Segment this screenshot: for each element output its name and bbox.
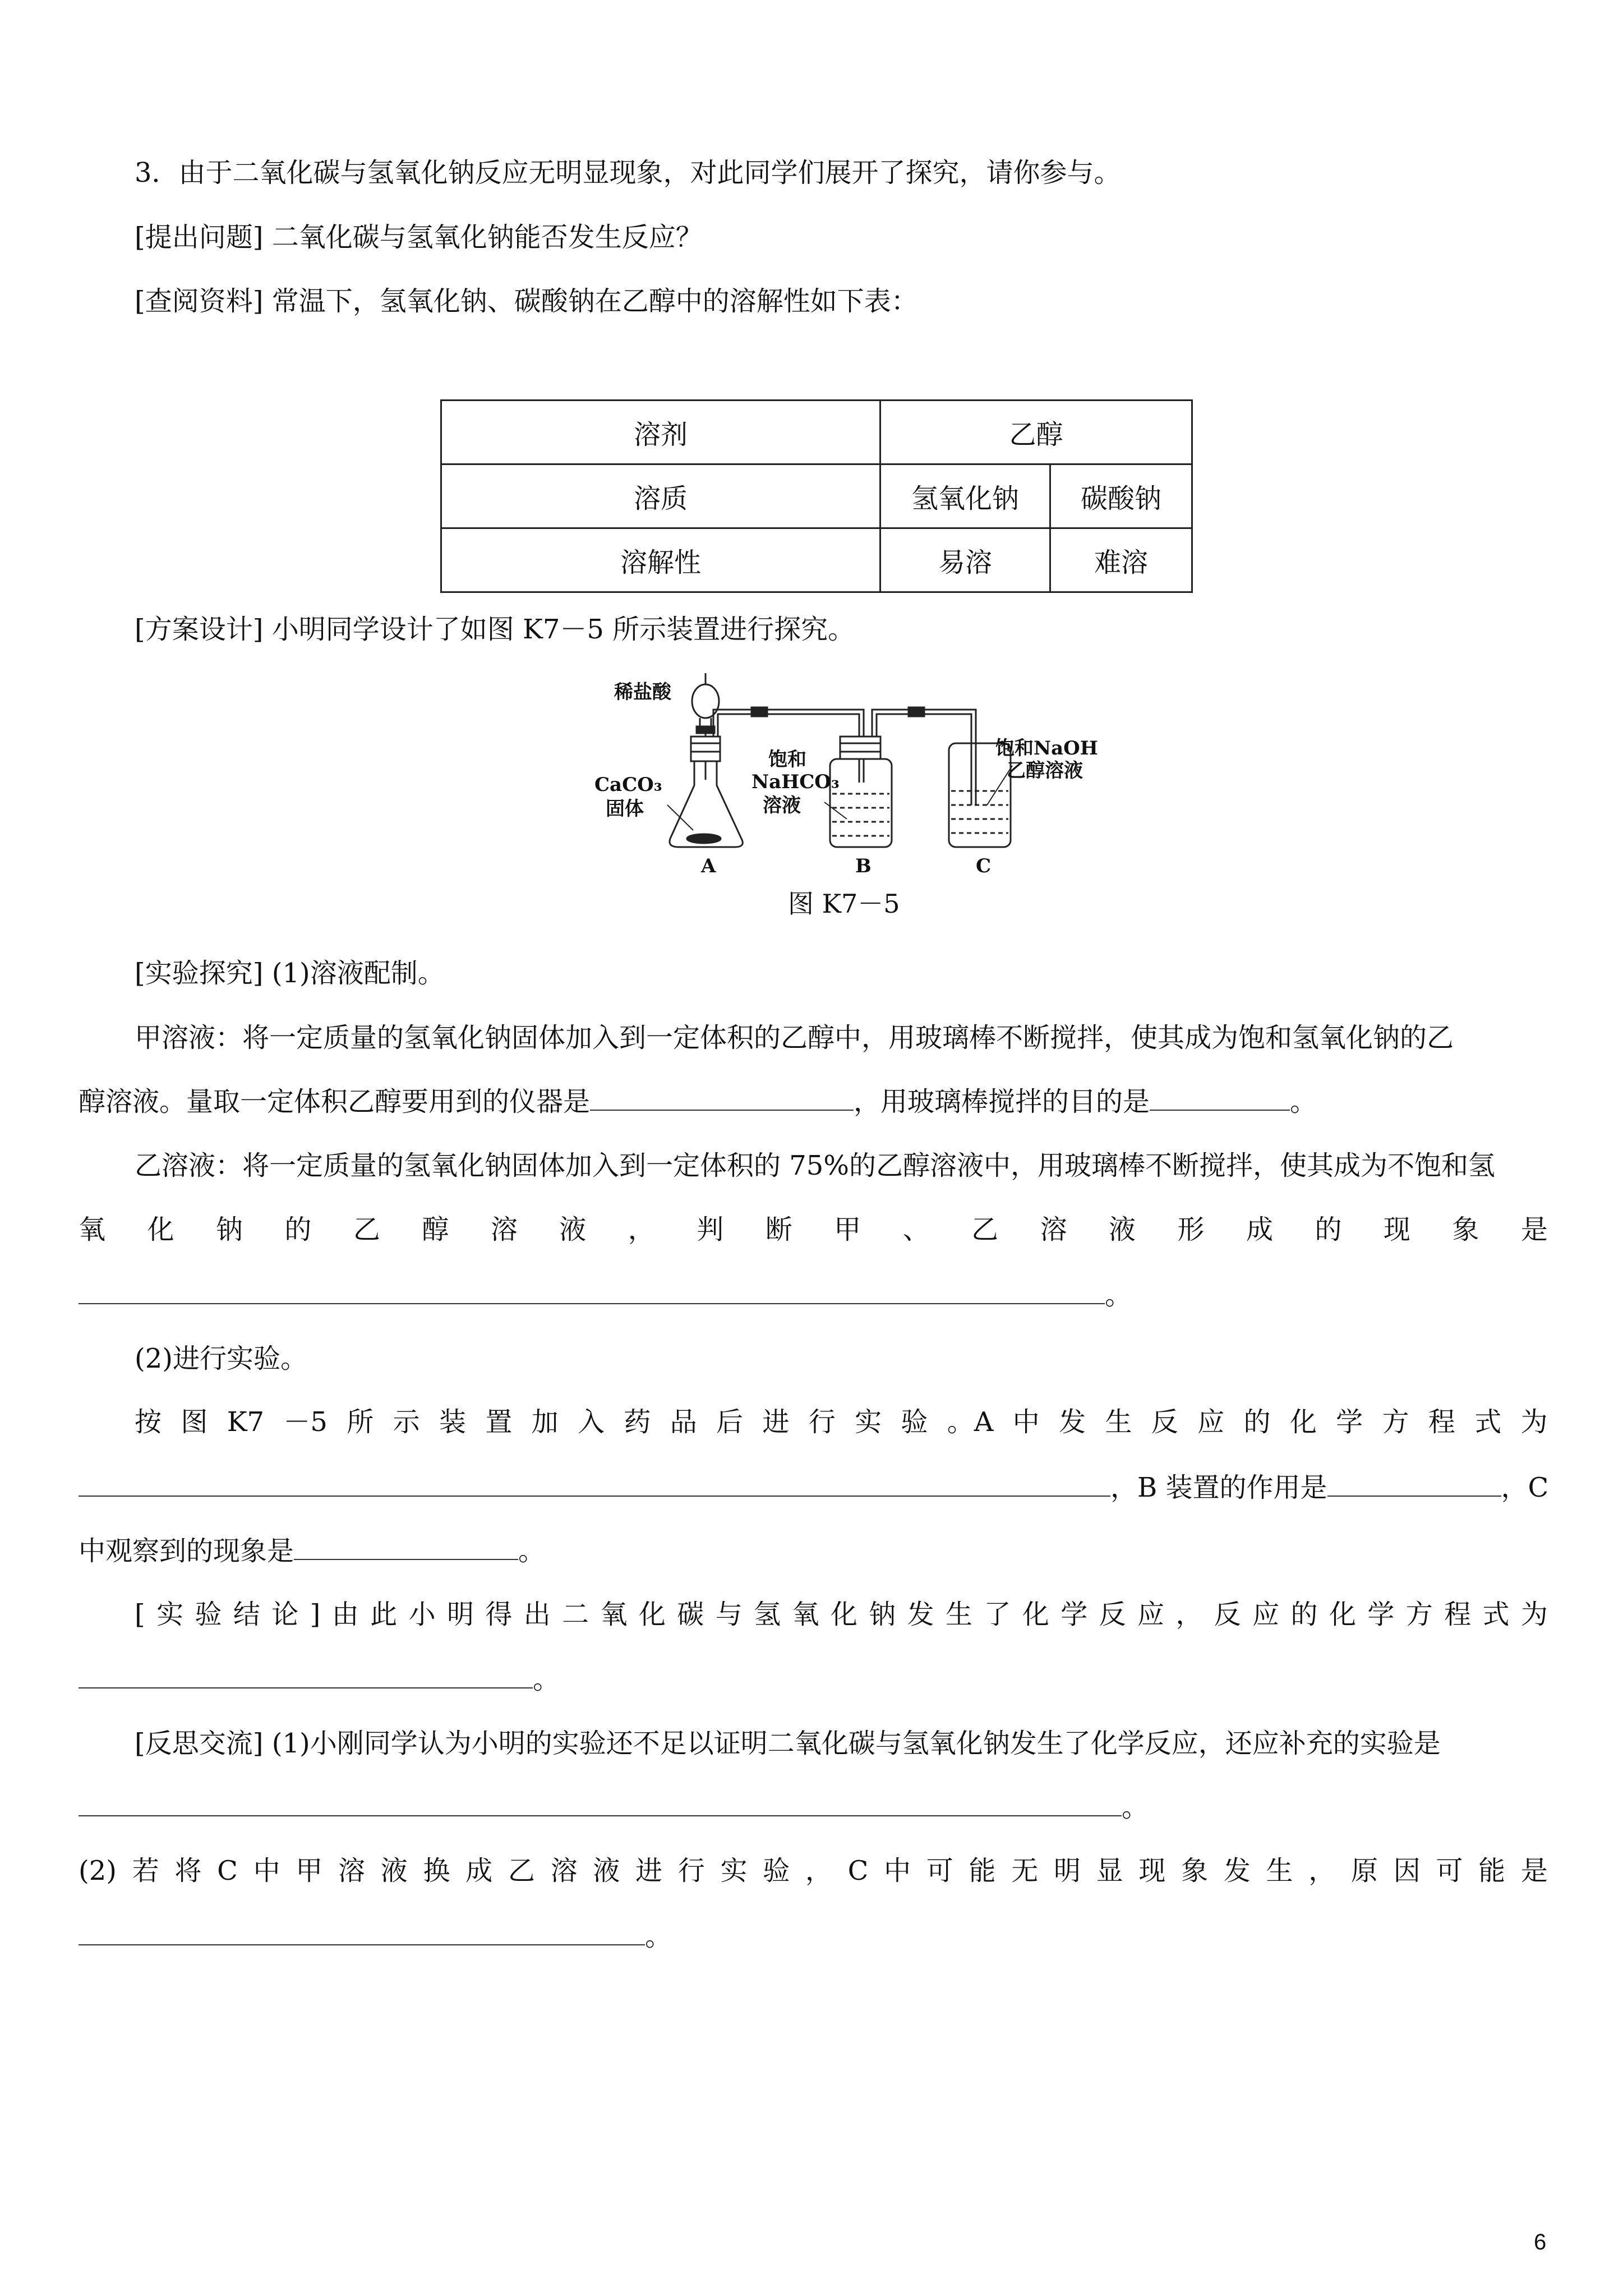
justified-char: 化 [1329, 1599, 1356, 1630]
justified-char: 验 [195, 1599, 222, 1630]
justified-char: 断 [765, 1214, 792, 1245]
justified-char: 式 [1482, 1599, 1510, 1630]
justified-char: C [847, 1855, 869, 1887]
justified-char: 现 [1138, 1855, 1166, 1887]
table-cell: 易溶 [880, 528, 1050, 592]
justified-char: 由 [331, 1599, 359, 1630]
justified-char: 液 [593, 1855, 620, 1887]
justified-char: 碳 [677, 1599, 704, 1630]
justified-char: 得 [485, 1599, 513, 1630]
table-row [441, 464, 1192, 528]
b-label-1: 饱和 [768, 748, 806, 771]
justified-char: 进 [762, 1406, 790, 1438]
justified-char: 钠 [869, 1599, 896, 1630]
justified-char: 后 [716, 1406, 744, 1438]
reflect-line-1: [反思交流] (1)小刚同学认为小明的实验还不足以证明二氧化碳与氢氧化钠发生了化学反应，还应补充的实验是 [135, 1728, 1441, 1759]
justified-char: [ [135, 1599, 145, 1630]
justified-char: 进 [635, 1855, 663, 1887]
b-label-3: 溶液 [763, 794, 801, 817]
c-label-2: 乙醇溶液 [1007, 760, 1083, 782]
phenomenon-answer-blank[interactable] [79, 1277, 1105, 1304]
justified-char: 此 [370, 1599, 398, 1630]
reflect2-line [79, 1854, 1548, 1888]
justified-char: 氧 [79, 1214, 106, 1245]
justified-char: 小 [408, 1599, 436, 1630]
justified-char: (2) [79, 1855, 117, 1887]
justified-char: 程 [1444, 1599, 1472, 1630]
table-cell: 溶解性 [441, 528, 880, 592]
justified-char: 判 [697, 1214, 724, 1245]
table-cell: 溶质 [441, 464, 880, 528]
justified-char: 的 [1243, 1406, 1271, 1438]
justified-char: 成 [465, 1855, 493, 1887]
justified-char: 能 [1478, 1855, 1506, 1887]
b-function-answer-blank[interactable] [1327, 1470, 1501, 1497]
table-cell: 乙醇 [880, 401, 1192, 464]
justified-char: －5 [283, 1406, 328, 1438]
acid-label: 稀盐酸 [614, 681, 671, 703]
justified-char: 、 [902, 1214, 930, 1245]
justified-char: 行 [808, 1406, 836, 1438]
justified-char: 溶 [1040, 1214, 1067, 1245]
justified-char: 按 [135, 1406, 162, 1438]
justified-char: 验 [901, 1406, 928, 1438]
table-cell: 溶剂 [441, 401, 880, 464]
justified-char: 中 [253, 1855, 280, 1887]
justified-char: 明 [1053, 1855, 1081, 1887]
justified-char: 生 [946, 1599, 973, 1630]
instrument-answer-blank[interactable] [590, 1084, 854, 1111]
justified-char: 发 [907, 1599, 934, 1630]
justified-char: ， [1175, 1599, 1203, 1630]
funnel-bulb [692, 684, 719, 718]
letter-a: A [701, 855, 716, 877]
yi-line-2 [79, 1213, 1548, 1246]
justified-char: 能 [969, 1855, 996, 1887]
justified-char: 为 [1520, 1599, 1548, 1630]
reason-answer-blank[interactable] [79, 1918, 645, 1945]
justified-char: 溶 [490, 1214, 518, 1245]
justified-char: 醇 [422, 1214, 449, 1245]
justified-char: 因 [1393, 1855, 1421, 1887]
justified-char: 若 [132, 1855, 159, 1887]
b-label-2: NaHCO₃ [751, 771, 840, 793]
justified-char: C [217, 1855, 238, 1887]
solubility-table [440, 399, 1193, 593]
justified-char: 验 [763, 1855, 790, 1887]
justified-char: 示 [393, 1406, 420, 1438]
justified-char: 象 [1181, 1855, 1209, 1887]
justified-char: 所 [347, 1406, 374, 1438]
reflect2-line-2: 。 [79, 1918, 672, 1953]
justified-char: 化 [830, 1599, 857, 1630]
justified-char: 的 [284, 1214, 312, 1245]
justified-char: 可 [1436, 1855, 1463, 1887]
justified-char: 原 [1350, 1855, 1378, 1887]
table-cell: 难溶 [1050, 528, 1192, 592]
justified-char: 溶 [550, 1855, 578, 1887]
justified-char: 论 [271, 1599, 299, 1630]
justified-char: 是 [1520, 1855, 1548, 1887]
justified-char: 象 [1452, 1214, 1479, 1245]
justified-char: 发 [1059, 1406, 1086, 1438]
table-row [441, 401, 1192, 464]
justified-char: ， [1308, 1855, 1336, 1887]
justified-char: 成 [1246, 1214, 1273, 1245]
justified-char: 发 [1223, 1855, 1251, 1887]
justified-char: 的 [1290, 1599, 1318, 1630]
justified-char: 应 [1137, 1599, 1164, 1630]
justified-char: 可 [926, 1855, 953, 1887]
c-label-1: 饱和NaOH [995, 737, 1098, 760]
justified-char: 生 [1105, 1406, 1132, 1438]
reference-line: [查阅资料] 常温下，氢氧化钠、碳酸钠在乙醇中的溶解性如下表： [135, 286, 918, 317]
justified-char: 生 [1266, 1855, 1293, 1887]
justified-char: 应 [1197, 1406, 1225, 1438]
justified-char: 甲 [296, 1855, 323, 1887]
jia-line-1: 甲溶液：将一定质量的氢氧化钠固体加入到一定体积的乙醇中，用玻璃棒不断搅拌，使其成为饱和氢氧化钠的乙 [135, 1022, 1454, 1053]
justified-char: 甲 [834, 1214, 861, 1245]
justified-char: 方 [1405, 1599, 1433, 1630]
justified-char: 现 [1383, 1214, 1410, 1245]
justified-char: 实 [156, 1599, 184, 1630]
yi-line-3: 。 [79, 1277, 1132, 1312]
exp-line-3: 中观察到的现象是 。 [79, 1533, 545, 1568]
justified-char: 药 [624, 1406, 651, 1438]
justified-char: 出 [523, 1599, 551, 1630]
justified-char: 化 [1022, 1599, 1049, 1630]
question-intro: 3．由于二氧化碳与氢氧化钠反应无明显现象，对此同学们展开了探究，请你参与。 [135, 157, 1121, 188]
justified-char: 乙 [971, 1214, 999, 1245]
justified-char: 程 [1428, 1406, 1455, 1438]
justified-char: 化 [147, 1214, 174, 1245]
justified-char: 实 [855, 1406, 882, 1438]
justified-char: 无 [1011, 1855, 1039, 1887]
justified-char: 方 [1382, 1406, 1409, 1438]
justified-char: 了 [984, 1599, 1011, 1630]
justified-char: 反 [1151, 1406, 1178, 1438]
justified-char: 显 [1096, 1855, 1123, 1887]
justified-char: 形 [1177, 1214, 1205, 1245]
justified-char: ， [805, 1855, 832, 1887]
table-cell: 碳酸钠 [1050, 464, 1192, 528]
exp-line-1 [135, 1405, 1548, 1439]
reflect-line-2: 。 [79, 1789, 1149, 1824]
letter-b: B [855, 855, 872, 877]
justified-char: 图 [181, 1406, 208, 1438]
solid-label-1: CaCO₃ [594, 774, 662, 796]
justified-char: 。A [947, 1406, 994, 1438]
justified-char: 乙 [508, 1855, 535, 1887]
justified-char: K7 [227, 1406, 265, 1438]
justified-char: 的 [1315, 1214, 1342, 1245]
justified-char: 中 [884, 1855, 911, 1887]
supplement-experiment-answer-blank[interactable] [79, 1789, 1122, 1816]
yi-line-1: 乙溶液：将一定质量的氢氧化钠固体加入到一定体积的 75%的乙醇溶液中，用玻璃棒不断搅拌，使其成为不饱和氢 [135, 1150, 1495, 1181]
justified-char: 二 [562, 1599, 589, 1630]
justified-char: 应 [1252, 1599, 1280, 1630]
justified-char: ] [310, 1599, 321, 1630]
table-cell: 氢氧化钠 [880, 464, 1050, 528]
exp-line-2: ，B 装置的作用是 ，C [79, 1470, 1548, 1504]
justified-char: 氧 [792, 1599, 819, 1630]
justified-char: 加 [531, 1406, 559, 1438]
justified-char: 氢 [754, 1599, 781, 1630]
equation-a-answer-blank[interactable] [79, 1470, 1110, 1497]
justified-char: 化 [638, 1599, 666, 1630]
explore-line: [实验探究] (1)溶液配制。 [135, 958, 445, 989]
justified-char: 反 [1099, 1599, 1126, 1630]
justified-char: 品 [670, 1406, 697, 1438]
justified-char: 反 [1214, 1599, 1241, 1630]
justified-char: 溶 [338, 1855, 366, 1887]
conclusion-equation-answer-blank[interactable] [79, 1662, 533, 1688]
justified-char: 液 [559, 1214, 587, 1245]
justified-char: 是 [1520, 1214, 1548, 1245]
figure-caption: 图 K7－5 [788, 889, 900, 919]
design-line: [方案设计] 小明同学设计了如图 K7－5 所示装置进行探究。 [135, 614, 855, 645]
page-number: 6 [1534, 2230, 1547, 2254]
justified-char: 装 [439, 1406, 466, 1438]
question-line: [提出问题] 二氧化碳与氢氧化钠能否发生反应？ [135, 222, 703, 253]
justified-char: 将 [174, 1855, 202, 1887]
justified-char: 学 [1061, 1599, 1088, 1630]
justified-char: 液 [1109, 1214, 1136, 1245]
stir-purpose-answer-blank[interactable] [1150, 1084, 1290, 1111]
solid-label-2: 固体 [606, 798, 644, 820]
justified-char: 入 [578, 1406, 605, 1438]
letter-c: C [976, 855, 992, 877]
conclusion-line [135, 1598, 1548, 1631]
apparatus-figure [583, 670, 1099, 878]
justified-char: ， [628, 1214, 655, 1245]
justified-char: 乙 [353, 1214, 380, 1245]
justified-char: 钠 [215, 1214, 243, 1245]
conclusion-line-2: 。 [79, 1662, 560, 1696]
justified-char: 式 [1474, 1406, 1502, 1438]
justified-char: 氧 [600, 1599, 628, 1630]
table-row [441, 528, 1192, 592]
justified-char: 学 [1336, 1406, 1363, 1438]
justified-char: 置 [485, 1406, 513, 1438]
step2-line: (2)进行实验。 [135, 1343, 307, 1374]
justified-char: 行 [677, 1855, 705, 1887]
justified-char: 结 [233, 1599, 260, 1630]
justified-char: 为 [1520, 1406, 1548, 1438]
justified-char: 换 [423, 1855, 450, 1887]
jia-line-2: 醇溶液。量取一定体积乙醇要用到的仪器是 ，用玻璃棒搅拌的目的是 。 [79, 1084, 1317, 1119]
c-phenomenon-answer-blank[interactable] [294, 1533, 518, 1560]
justified-char: 实 [720, 1855, 748, 1887]
justified-char: 化 [1289, 1406, 1317, 1438]
justified-char: 液 [380, 1855, 408, 1887]
justified-char: 学 [1367, 1599, 1395, 1630]
justified-char: 中 [1012, 1406, 1040, 1438]
justified-char: 与 [715, 1599, 743, 1630]
justified-char: 明 [446, 1599, 474, 1630]
